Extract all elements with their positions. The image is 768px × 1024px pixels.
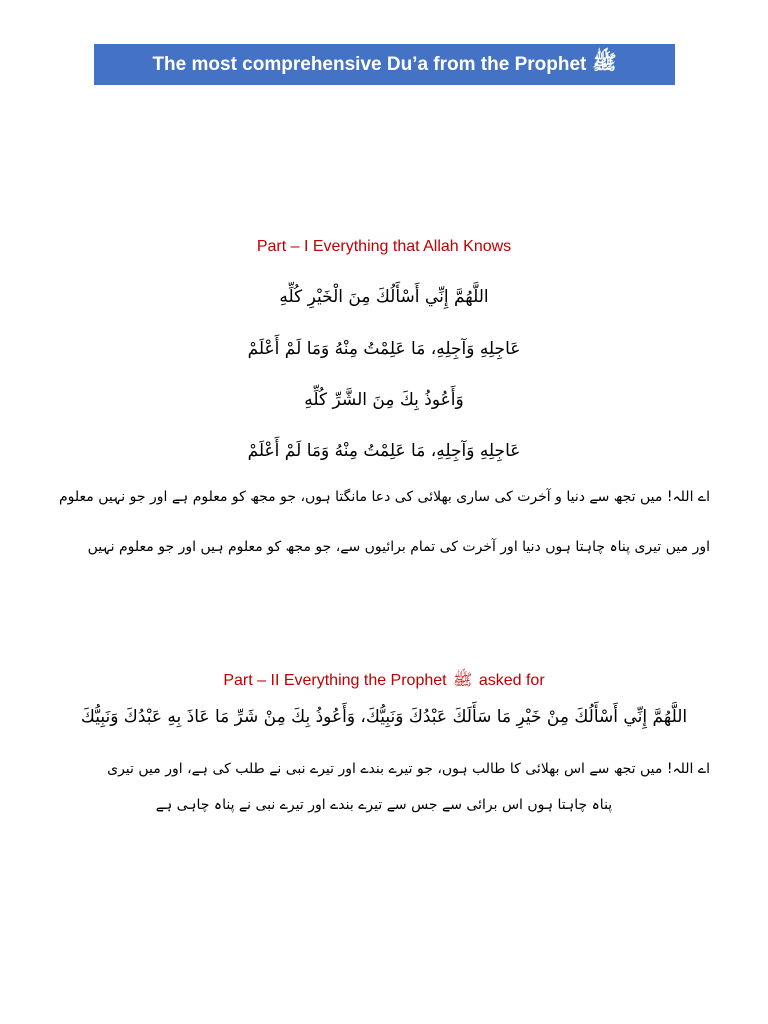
- honorific-glyph: ﷺ: [592, 52, 617, 74]
- part1-arabic-line-4: عَاجِلِهِ وَآجِلِهِ، مَا عَلِمْتُ مِنْهُ وَمَا لَمْ أَعْلَمْ: [247, 441, 521, 461]
- part1-arabic-line-2: عَاجِلِهِ وَآجِلِهِ، مَا عَلِمْتُ مِنْهُ وَمَا لَمْ أَعْلَمْ: [247, 339, 521, 359]
- part1-arabic-line-3: وَأَعُوذُ بِكَ مِنَ الشَّرِّ كُلِّهِ: [304, 390, 464, 410]
- part2-urdu-line-1: اے اللہ! میں تجھ سے اس بھلائی کا طالب ہوں، جو تیرے بندے اور تیرے نبی نے طلب کی ہے، اور میں تیری: [107, 761, 710, 777]
- part1-urdu-line-1: اے اللہ! میں تجھ سے دنیا و آخرت کی ساری بھلائی کی دعا مانگتا ہوں، جو مجھ کو معلوم ہے اور جو نہیں معلوم: [58, 489, 710, 505]
- part2-heading-text-1: Part – II Everything the Prophet: [223, 672, 447, 689]
- honorific-glyph: ﷺ: [453, 672, 473, 689]
- part2-arabic-line: اللَّهُمَّ إِنِّي أَسْأَلُكَ مِنْ خَيْرِ مَا سَأَلَكَ عَبْدُكَ وَنَبِيُّكَ، وَأَعُوذُ بِكَ مِنْ شَرِّ مَا عَاذَ بِهِ عَبْدُكَ وَنَبِيُّكَ: [80, 707, 688, 727]
- part2-heading-text-2: asked for: [478, 672, 545, 689]
- part1-heading: Part – I Everything that Allah Knows: [256, 238, 512, 255]
- part1-urdu-line-2: اور میں تیری پناہ چاہتا ہوں دنیا اور آخرت کی تمام برائیوں سے، جو مجھ کو معلوم ہیں اور جو معلوم نہیں: [87, 539, 710, 555]
- part2-urdu-line-2: پناہ چاہتا ہوں اس برائی سے جس سے تیرے بندے اور تیرے نبی نے پناہ چاہی ہے: [155, 797, 613, 813]
- part1-arabic-line-1: اللَّهُمَّ إِنِّي أَسْأَلُكَ مِنَ الْخَيْرِ كُلِّهِ: [279, 287, 489, 307]
- page-title: The most comprehensive Du’a from the Prophet: [152, 53, 587, 75]
- page-title-banner: [94, 44, 675, 85]
- part2-heading: [0, 670, 768, 693]
